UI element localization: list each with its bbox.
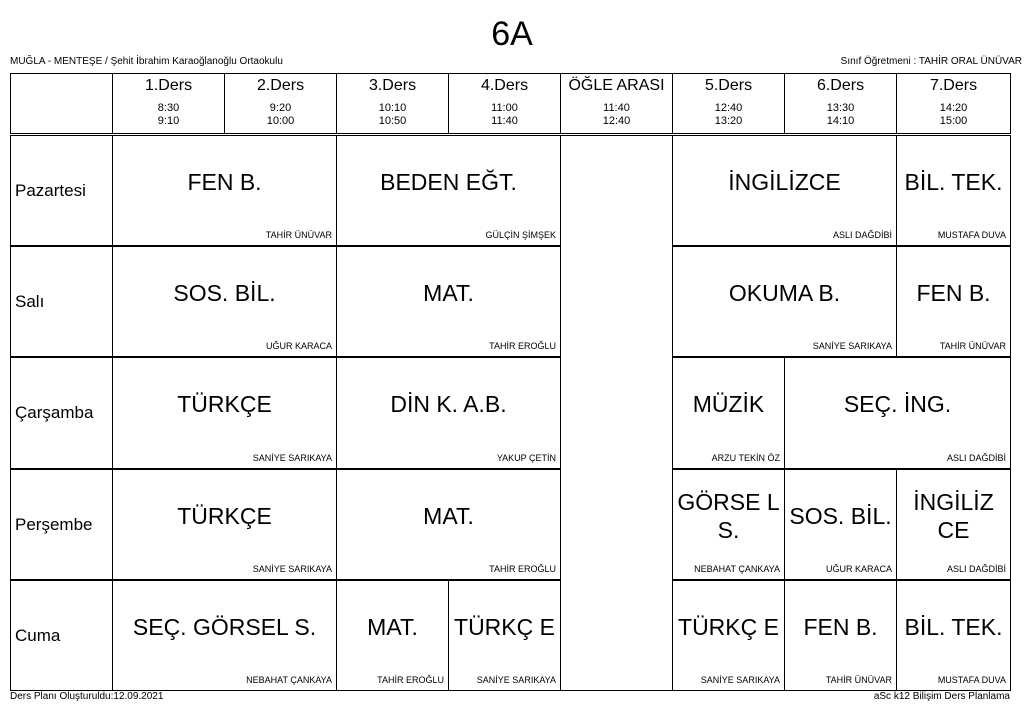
- period-header: [784, 73, 897, 134]
- lesson-cell[interactable]: [896, 135, 1011, 246]
- period-time: [337, 102, 448, 128]
- period-label: 4.Ders: [480, 77, 529, 94]
- period-time: [673, 102, 784, 128]
- lesson-cell[interactable]: [112, 135, 337, 246]
- class-title: 6A: [491, 15, 533, 53]
- lesson-teacher: NEBAHAT ÇANKAYA: [694, 564, 780, 574]
- lesson-teacher: SANİYE SARIKAYA: [812, 341, 892, 351]
- period-start: 13:30: [826, 102, 855, 114]
- period-start: 14:20: [939, 102, 968, 114]
- period-time: [225, 102, 336, 128]
- period-end: 10:00: [266, 115, 295, 127]
- lesson-teacher: ARZU TEKİN ÖZ: [711, 453, 780, 463]
- day-cell: [10, 357, 113, 469]
- lesson-teacher: ASLI DAĞDİBİ: [832, 230, 892, 240]
- lesson-subject: OKUMA B.: [728, 279, 841, 306]
- lesson-subject: İNGİLİZ CE: [913, 488, 994, 543]
- lesson-subject: TÜRKÇE: [177, 391, 272, 417]
- lesson-cell[interactable]: [896, 246, 1011, 357]
- lesson-subject: TÜRKÇ E: [454, 613, 555, 640]
- lesson-teacher: MUSTAFA DUVA: [937, 230, 1006, 240]
- lesson-teacher: SANİYE SARIKAYA: [700, 675, 780, 685]
- class-teacher: Sınıf Öğretmeni : TAHİR ORAL ÜNÜVAR: [840, 56, 1022, 67]
- lesson-cell[interactable]: [784, 357, 1011, 469]
- lesson-cell[interactable]: [896, 580, 1011, 691]
- period-end: 12:40: [602, 115, 631, 127]
- lesson-teacher: SANİYE SARIKAYA: [252, 453, 332, 463]
- lesson-subject: BİL. TEK.: [904, 168, 1003, 195]
- lesson-teacher: TAHİR ÜNÜVAR: [265, 230, 332, 240]
- lesson-subject: TÜRKÇ E: [678, 613, 779, 640]
- lesson-teacher: GÜLÇİN ŞİMŞEK: [485, 230, 556, 240]
- lesson-teacher: SANİYE SARIKAYA: [476, 675, 556, 685]
- lesson-subject: İNGİLİZCE: [728, 168, 841, 195]
- day-name: Pazartesi: [15, 180, 86, 200]
- lesson-teacher: TAHİR ÜNÜVAR: [939, 341, 1006, 351]
- lesson-subject: TÜRKÇE: [177, 502, 272, 529]
- day-cell: [10, 135, 113, 246]
- lesson-cell[interactable]: [784, 469, 897, 580]
- lesson-cell[interactable]: [336, 580, 449, 691]
- period-start: 11:00: [491, 102, 518, 114]
- period-start: 9:20: [269, 102, 292, 114]
- lesson-subject: MAT.: [423, 279, 474, 306]
- period-end: 9:10: [157, 115, 180, 127]
- period-label: 6.Ders: [816, 77, 865, 94]
- day-name: Perşembe: [15, 514, 93, 534]
- lesson-cell[interactable]: [672, 135, 897, 246]
- period-start: 12:40: [714, 102, 743, 114]
- lesson-subject: DİN K. A.B.: [390, 391, 507, 417]
- period-header: [896, 73, 1011, 134]
- lesson-subject: SEÇ. GÖRSEL S.: [132, 613, 317, 640]
- day-name: Salı: [15, 291, 45, 311]
- lesson-subject: BEDEN EĞT.: [380, 168, 517, 195]
- period-start: 11:40: [603, 102, 630, 114]
- period-end: 13:20: [714, 115, 743, 127]
- period-label: 5.Ders: [704, 77, 753, 94]
- lesson-cell[interactable]: [336, 135, 561, 246]
- header-corner: [10, 73, 113, 134]
- period-label: 2.Ders: [256, 77, 305, 94]
- lesson-subject: SEÇ. İNG.: [843, 391, 952, 417]
- lesson-cell[interactable]: [112, 246, 337, 357]
- lesson-teacher: UĞUR KARACA: [265, 341, 332, 351]
- lesson-cell[interactable]: [784, 580, 897, 691]
- lesson-cell[interactable]: [672, 246, 897, 357]
- lesson-teacher: TAHİR ÜNÜVAR: [825, 675, 892, 685]
- day-cell: [10, 246, 113, 357]
- day-cell: [10, 469, 113, 580]
- lesson-subject: SOS. BİL.: [173, 279, 276, 306]
- period-end: 10:50: [378, 115, 407, 127]
- period-start: 10:10: [378, 102, 407, 114]
- lesson-teacher: ASLI DAĞDİBİ: [946, 564, 1006, 574]
- lesson-cell[interactable]: [112, 469, 337, 580]
- period-end: 11:40: [491, 115, 518, 127]
- lesson-subject: FEN B.: [187, 168, 262, 195]
- day-name: Cuma: [15, 625, 61, 645]
- lesson-cell[interactable]: [672, 580, 785, 691]
- lesson-teacher: YAKUP ÇETİN: [496, 453, 556, 463]
- day-cell: [10, 580, 113, 691]
- lesson-subject: MAT.: [367, 613, 418, 640]
- lesson-teacher: UĞUR KARACA: [825, 564, 892, 574]
- lesson-subject: FEN B.: [803, 613, 878, 640]
- period-end: 15:00: [939, 115, 968, 127]
- lesson-cell[interactable]: [112, 580, 337, 691]
- period-time: [449, 102, 560, 128]
- period-header: [560, 73, 673, 134]
- lesson-cell[interactable]: [336, 469, 561, 580]
- created-date: Ders Planı Oluşturuldu:12.09.2021: [10, 691, 164, 702]
- lesson-teacher: TAHİR EROĞLU: [377, 675, 444, 685]
- school-name: MUĞLA - MENTEŞE / Şehit İbrahim Karaoğlanoğlu Ortaokulu: [10, 56, 283, 67]
- period-header: [448, 73, 561, 134]
- lesson-teacher: MUSTAFA DUVA: [937, 675, 1006, 685]
- lesson-teacher: TAHİR EROĞLU: [489, 341, 556, 351]
- period-header: [336, 73, 449, 134]
- period-end: 14:10: [826, 115, 855, 127]
- period-time: [785, 102, 896, 128]
- period-label: 1.Ders: [144, 77, 193, 94]
- period-start: 8:30: [157, 102, 180, 114]
- period-time: [561, 102, 672, 128]
- lesson-teacher: NEBAHAT ÇANKAYA: [246, 675, 332, 685]
- period-label: 7.Ders: [929, 77, 978, 94]
- lesson-cell[interactable]: [896, 469, 1011, 580]
- lesson-subject: FEN B.: [916, 279, 991, 306]
- lesson-subject: GÖRSE L S.: [677, 488, 780, 543]
- lunch-break-column: [560, 135, 673, 691]
- software-credit: aSc k12 Bilişim Ders Planlama: [873, 691, 1010, 702]
- lesson-cell[interactable]: [336, 357, 561, 469]
- period-label: ÖĞLE ARASI: [568, 77, 665, 94]
- lesson-subject: MAT.: [423, 502, 474, 529]
- lesson-teacher: SANİYE SARIKAYA: [252, 564, 332, 574]
- lesson-subject: SOS. BİL.: [789, 502, 892, 529]
- day-name: Çarşamba: [15, 403, 94, 422]
- lesson-cell[interactable]: [672, 469, 785, 580]
- period-header: [112, 73, 225, 134]
- lesson-cell[interactable]: [336, 246, 561, 357]
- lesson-cell[interactable]: [448, 580, 561, 691]
- period-time: [897, 102, 1010, 128]
- period-header: [224, 73, 337, 134]
- lesson-teacher: ASLI DAĞDİBİ: [946, 453, 1006, 463]
- lesson-cell[interactable]: [672, 357, 785, 469]
- lesson-subject: MÜZİK: [692, 391, 765, 417]
- lesson-teacher: TAHİR EROĞLU: [489, 564, 556, 574]
- lesson-cell[interactable]: [112, 357, 337, 469]
- period-label: 3.Ders: [368, 77, 417, 94]
- period-header: [672, 73, 785, 134]
- lesson-subject: BİL. TEK.: [904, 613, 1003, 640]
- period-time: [113, 102, 224, 128]
